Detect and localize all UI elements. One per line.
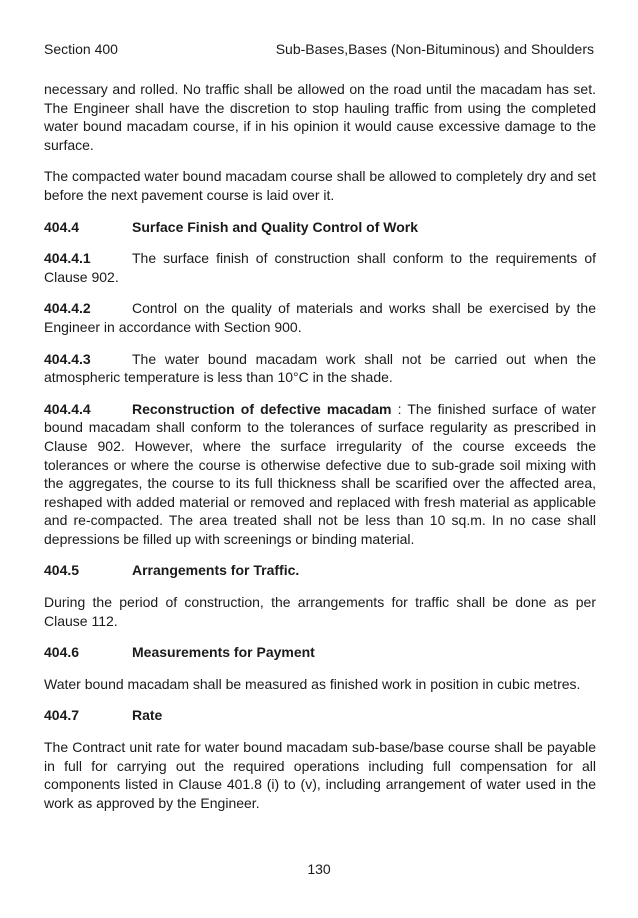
section-heading-404-6 (44, 643, 596, 662)
page-content (44, 80, 596, 825)
clause-title: Reconstruction of defective macadam (132, 400, 392, 417)
section-title: Arrangements for Traffic. (132, 562, 300, 579)
section-number: 404.4 (44, 218, 80, 235)
clause-number: 404.4.2 (44, 300, 91, 317)
clause-404-4-2 (44, 299, 596, 336)
section-number: 404.5 (44, 562, 80, 579)
intro-paragraph-2: The compacted water bound macadam course shall be allowed to completely dry and set before the next pavement course is laid over it. (44, 168, 596, 203)
clause-text: The water bound macadam work shall not be carried out when the atmospheric temperature is less than 10°C in the shade. (44, 350, 596, 386)
section-number: 404.6 (44, 644, 80, 661)
section-heading-404-5 (44, 561, 596, 580)
page-header (44, 40, 594, 58)
header-section: Section 400 (44, 41, 118, 57)
clause-text: Control on the quality of materials and works shall be exercised by the Engineer in accordance with Section 900. (44, 300, 596, 335)
clause-text: The surface finish of construction shall conform to the requirements of Clause 902. (44, 250, 596, 285)
clause-text: : The finished surface of water bound macadam shall conform to the tolerances of surface regularity as prescribed in Clause 902. However, where the surface irregularity of the course exceeds the tolerances or where the course is otherwise defective due to sub-grade soil mixing with the aggregates, the course to its full thickness shall be scarified over the affected area, reshaped with added material or removed and replaced with fresh material as applicable and re-compacted. The area treated shall not be less than 10 sq.m. In no case shall depressions be filled up with screenings or binding material. (44, 400, 596, 547)
clause-number: 404.4.4 (44, 400, 91, 417)
section-404-6-text: Water bound macadam shall be measured as finished work in position in cubic metres. (44, 675, 581, 692)
clause-number: 404.4.1 (44, 250, 91, 267)
section-title: Rate (132, 707, 163, 724)
section-heading-404-4 (44, 218, 596, 237)
section-404-5-text: During the period of construction, the arrangements for traffic shall be done as per Clause 112. (44, 594, 596, 629)
clause-number: 404.4.3 (44, 350, 91, 367)
section-heading-404-7 (44, 706, 596, 725)
intro-paragraph-1: necessary and rolled. No traffic shall be allowed on the road until the macadam has set. The Engineer shall have the discretion to stop hauling traffic from using the completed water bound macadam course, if in his opinion it would cause excessive damage to the surface. (44, 81, 596, 153)
section-number: 404.7 (44, 707, 80, 724)
clause-404-4-1 (44, 249, 596, 286)
section-404-7-text: The Contract unit rate for water bound macadam sub-base/base course shall be payable in full for carrying out the required operations including full compensation for all components listed in Clause 401.8 (i) to (v), including arrangement of water used in the work as approved by the Engineer. (44, 739, 596, 811)
page-number: 130 (307, 861, 331, 877)
clause-404-4-3 (44, 350, 596, 387)
header-title: Sub-Bases,Bases (Non-Bituminous) and Shoulders (275, 41, 594, 57)
section-title: Surface Finish and Quality Control of Work (132, 218, 418, 235)
section-title: Measurements for Payment (132, 644, 315, 661)
clause-404-4-4 (44, 400, 596, 549)
